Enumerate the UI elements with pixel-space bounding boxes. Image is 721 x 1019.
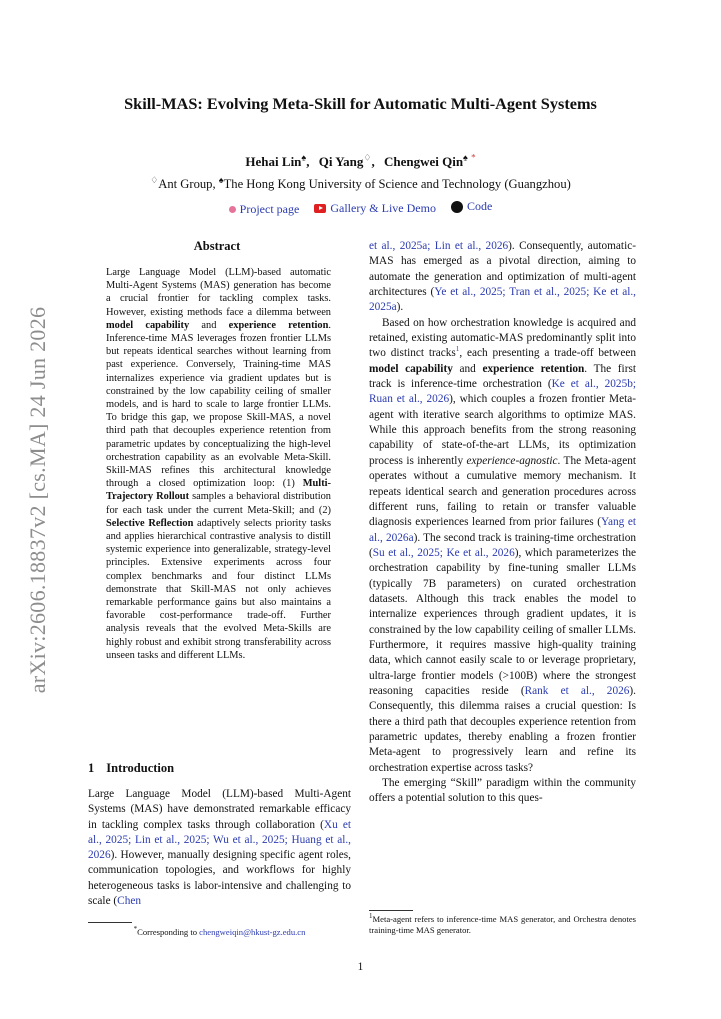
arxiv-identifier <box>18 300 58 700</box>
github-icon <box>451 201 463 213</box>
code-link[interactable]: Code <box>451 199 492 214</box>
citation-link[interactable]: Rank et al., 2026 <box>524 684 630 697</box>
project-page-link[interactable]: Project page <box>229 202 300 217</box>
paragraph: Based on how orchestration knowledge is acquired and retained, existing automatic-MAS predominantly split into two distinct tracks$^1$, each presenting a trade-off between model capability and experience retention. The first track is inference-time orchestration (Ke et al., 2025b; Ruan et al., 2026), which couples a frozen frontier Meta-agent with iterative search algorithms to optimize MAS. While this approach benefits from the strong reasoning capability of state-of-the-art LLMs, its optimization process is inherently experience-agnostic. The Meta-agent operates without a cumulative memory mechanism. It repeats identical search and generation procedures across different runs, failing to retain or transfer valuable diagnosis experiences learned from prior failures (Yang et al., 2026a). The second track is training-time orchestration (Su et al., 2025; Ke et al., 2026), which parameterizes the orchestration capability by fine-tuning smaller LLMs (typically 7B parameters) on curated orchestration datasets. Although this track enables the model to internalize experiences through gradient updates, it is constrained by the low capability ceiling of smaller LLMs. Furthermore, it requires massive high-quality training data, which cannot easily scale to or leverage proprietary, ultra-large frontier models (>100B) where the strongest reasoning capacities reside (Rank et al., 2026). Consequently, this dilemma raises a crucial question: Is there a third path that decouples experience retention from parametric updates, thereby enabling a frozen frontier Meta-agent to progressively learn and refine its orchestration expertise across tasks? <box>369 316 637 774</box>
author-3: Chengwei Qin♠ * <box>383 153 476 170</box>
intro-right-column <box>369 239 636 807</box>
gallery-link[interactable]: Gallery & Live Demo <box>314 201 436 216</box>
citation-link[interactable]: Ye et al., 2025; Tran et al., 2025; Ke et al., 2025a <box>369 286 636 314</box>
citation-link[interactable]: Su et al., 2025; Ke et al., 2026 <box>372 546 515 559</box>
intro-left-column: Large Language Model (LLM)-based Multi-Agent Systems (MAS) have demonstrated remarkable efficacy in tackling complex tasks through collaboration (Xu et al., 2025; Lin et al., 2025; Wu et al., 2025; Huang et al., 2026). However, manually designing specific agent roles, communication topologies, and workflows for highly heterogeneous tasks is labor-intensive and challenging to scale (Chen <box>88 788 351 908</box>
affiliations: ♢Ant Group, ♠The Hong Kong University of Science and Technology (Guangzhou) <box>150 175 571 192</box>
author-1: Hehai Lin♠ <box>245 153 307 170</box>
footnote-marker[interactable]: 1 <box>455 345 460 354</box>
section-heading: 1 Introduction <box>88 761 175 775</box>
paper-title: Skill-MAS: Evolving Meta-Skill for Automatic Multi-Agent Systems <box>124 94 597 113</box>
footnote-1: $^1$Meta-agent refers to inference-time MAS generator, and Orchestra denotes training-time MAS generator. <box>369 912 636 935</box>
author-list: Hehai Lin♠, Qi Yang♢, Chengwei Qin♠ * <box>245 153 476 170</box>
citation-link[interactable]: Chen <box>117 895 142 908</box>
abstract-body: Large Language Model (LLM)-based automatic Multi-Agent Systems (MAS) generation has become a crucial frontier for tackling complex tasks. However, existing methods face a dilemma between model capability and experience retention. Inference-time MAS leverages frozen frontier LLMs but repeats identical searches without learning from past experience. Conversely, Training-time MAS internalizes experience via gradient updates but is constrained by the low capability ceiling of smaller models, and is hard to scale to large frontier LLMs. To bridge this gap, we propose Skill-MAS, a novel third path that decouples experience retention from parametric updates by conceptualizing the high-level orchestration capability as an evolvable Meta-Skill. Skill-MAS refines this architectural knowledge through a closed optimization loop: (1) Multi-Trajectory Rollout samples a behavioral distribution for each task under the current Meta-Skill; and (2) Selective Reflection adaptively selects priority tasks and applies hierarchical contrastive analysis to distill systemic experience into generalizable, strategy-level principles. Extensive experiments across four complex benchmarks and four distinct LLMs demonstrate that Skill-MAS not only achieves remarkable performance gains but also maintains a favorable cost-performance trade-off. Further analysis reveals that the evolved Meta-Skills are highly robust and exhibit strong transferability across unseen tasks and different LLMs. <box>106 267 331 661</box>
footnote-corresponding: *Corresponding to chengweiqin@hkust-gz.edu.cn <box>133 925 306 937</box>
footnote-rule <box>369 910 413 911</box>
footnote-rule <box>88 922 132 923</box>
citation-link[interactable]: et al., 2025a; Lin et al., 2026 <box>369 240 509 252</box>
corresponding-mark: * <box>471 153 476 163</box>
paragraph: The emerging “Skill” paradigm within the community offers a potential solution to this ques- <box>369 777 636 805</box>
youtube-icon <box>314 204 326 213</box>
citation-link[interactable]: Ke et al., 2025b; Ruan et al., 2026 <box>369 378 637 406</box>
abstract-heading: Abstract <box>193 239 241 253</box>
author-2: Qi Yang♢ <box>318 153 372 170</box>
resource-links <box>0 199 721 217</box>
project-icon <box>229 206 236 213</box>
citation-link[interactable]: Yang et al., 2026a <box>369 516 636 544</box>
email-link[interactable]: chengweiqin@hkust-gz.edu.cn <box>199 927 306 937</box>
page-number: 1 <box>357 961 364 973</box>
arxiv-id-text: arXiv:2606.18837v2 [cs.MA] 24 Jun 2026 <box>25 306 50 694</box>
citation-link[interactable]: Xu et al., 2025; Lin et al., 2025; Wu et al., 2025; Huang et al., 2026 <box>88 818 351 862</box>
paragraph: et al., 2025a; Lin et al., 2026). Consequently, automatic-MAS has emerged as a pivotal direction, aiming to automate the generation and optimization of multi-agent architectures (Ye et al., 2025; Tran et al., 2025; Ke et al., 2025a). <box>369 240 636 314</box>
